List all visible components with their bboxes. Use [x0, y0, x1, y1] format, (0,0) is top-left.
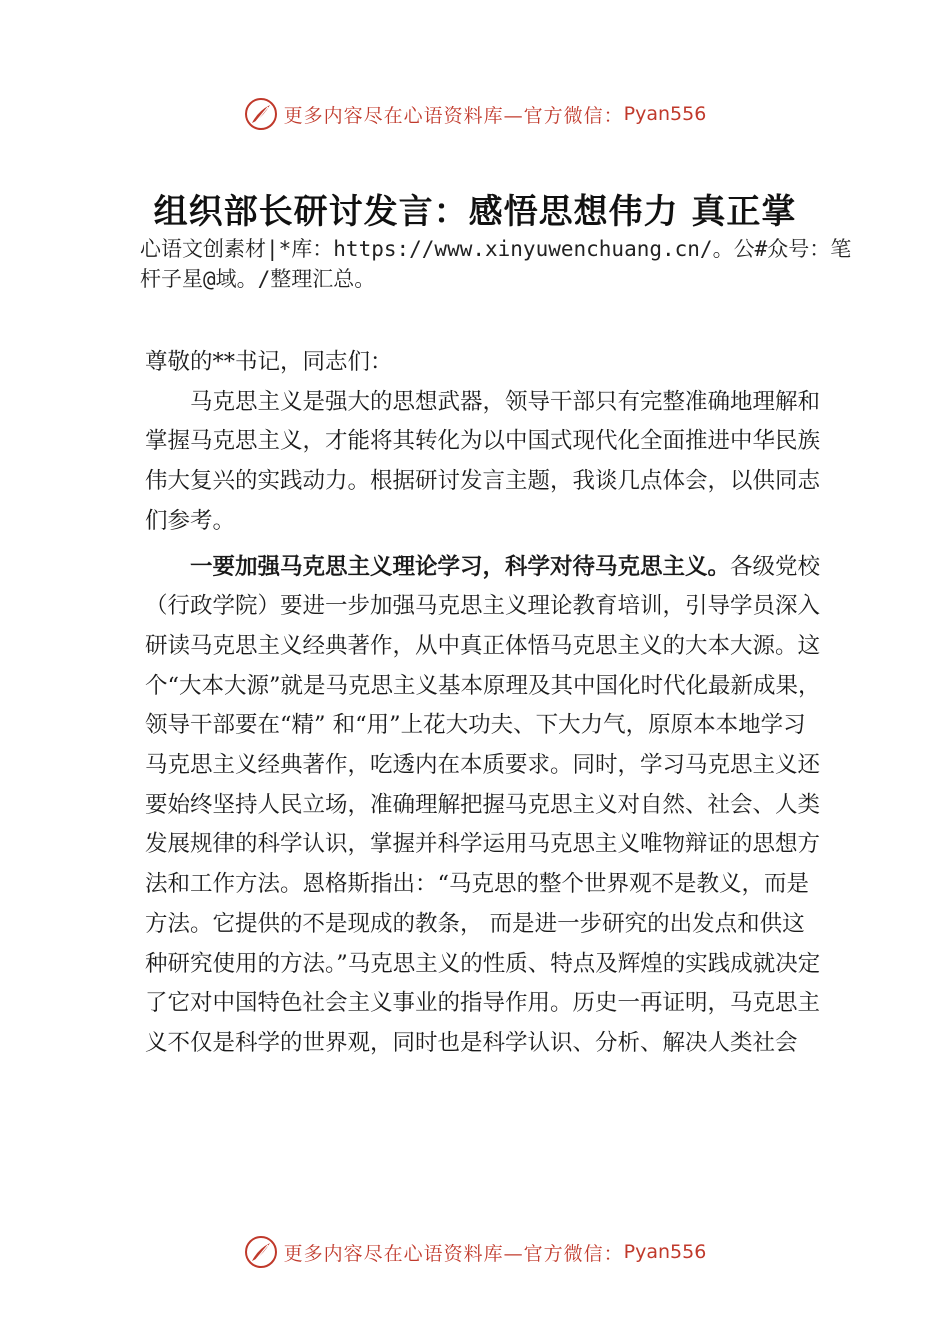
- quill-logo-icon: [244, 1235, 278, 1269]
- source-line: 心语文创素材|*库：https://www.xinyuwenchuang.cn/。公#众号：笔杆子星@域。/整理汇总。: [140, 237, 852, 291]
- header-banner: [0, 94, 950, 134]
- point1-body: 各级党校（行政学院）要进一步加强马克思主义理论教育培训，引导学员深入研读马克思主义经典著作，从中真正体悟马克思主义的大本大源。这个“大本大源”就是马克思主义基本原理及其中国化时代化最新成果，领导干部要在“精” 和“用”上花大功夫、下大力气，原原本本地学习马克思主义经典著作，吃透内在本质要求。同时，学习马克思主义还要始终坚持人民立场，准确理解把握马克思主义对自然、社会、人类发展规律的科学认识，掌握并科学运用马克思主义唯物辩证的思想方法和工作方法。恩格斯指出：“马克思的整个世界观不是教义，而是方法。它提供的不是现成的教条， 而是进一步研究的出发点和供这种研究使用的方法。”马克思主义的性质、特点及辉煌的实践成就决定了它对中国特色社会主义事业的指导作用。历史一再证明，马克思主义不仅是科学的世界观，同时也是科学认识、分析、解决人类社会: [145, 553, 821, 1056]
- point1-paragraph: [145, 548, 825, 1064]
- header-banner-text: 更多内容尽在心语资料库—官方微信：: [283, 104, 624, 127]
- header-wechat-id: Pyan556: [623, 103, 707, 125]
- point1-heading: 一要加强马克思主义理论学习，科学对待马克思主义。: [190, 553, 731, 580]
- footer-banner: [0, 1232, 950, 1272]
- quill-logo-icon: [244, 97, 278, 131]
- document-body: [145, 343, 825, 1064]
- footer-wechat-id: Pyan556: [623, 1241, 707, 1263]
- document-title: 组织部长研讨发言：感悟思想伟力 真正掌: [153, 192, 797, 232]
- salutation: 尊敬的**书记，同志们：: [145, 349, 393, 375]
- footer-banner-text: 更多内容尽在心语资料库—官方微信：: [283, 1242, 624, 1265]
- intro-paragraph: 马克思主义是强大的思想武器，领导干部只有完整准确地理解和掌握马克思主义，才能将其转化为以中国式现代化全面推进中华民族伟大复兴的实践动力。根据研讨发言主题，我谈几点体会，以供同志们参考。: [145, 388, 821, 534]
